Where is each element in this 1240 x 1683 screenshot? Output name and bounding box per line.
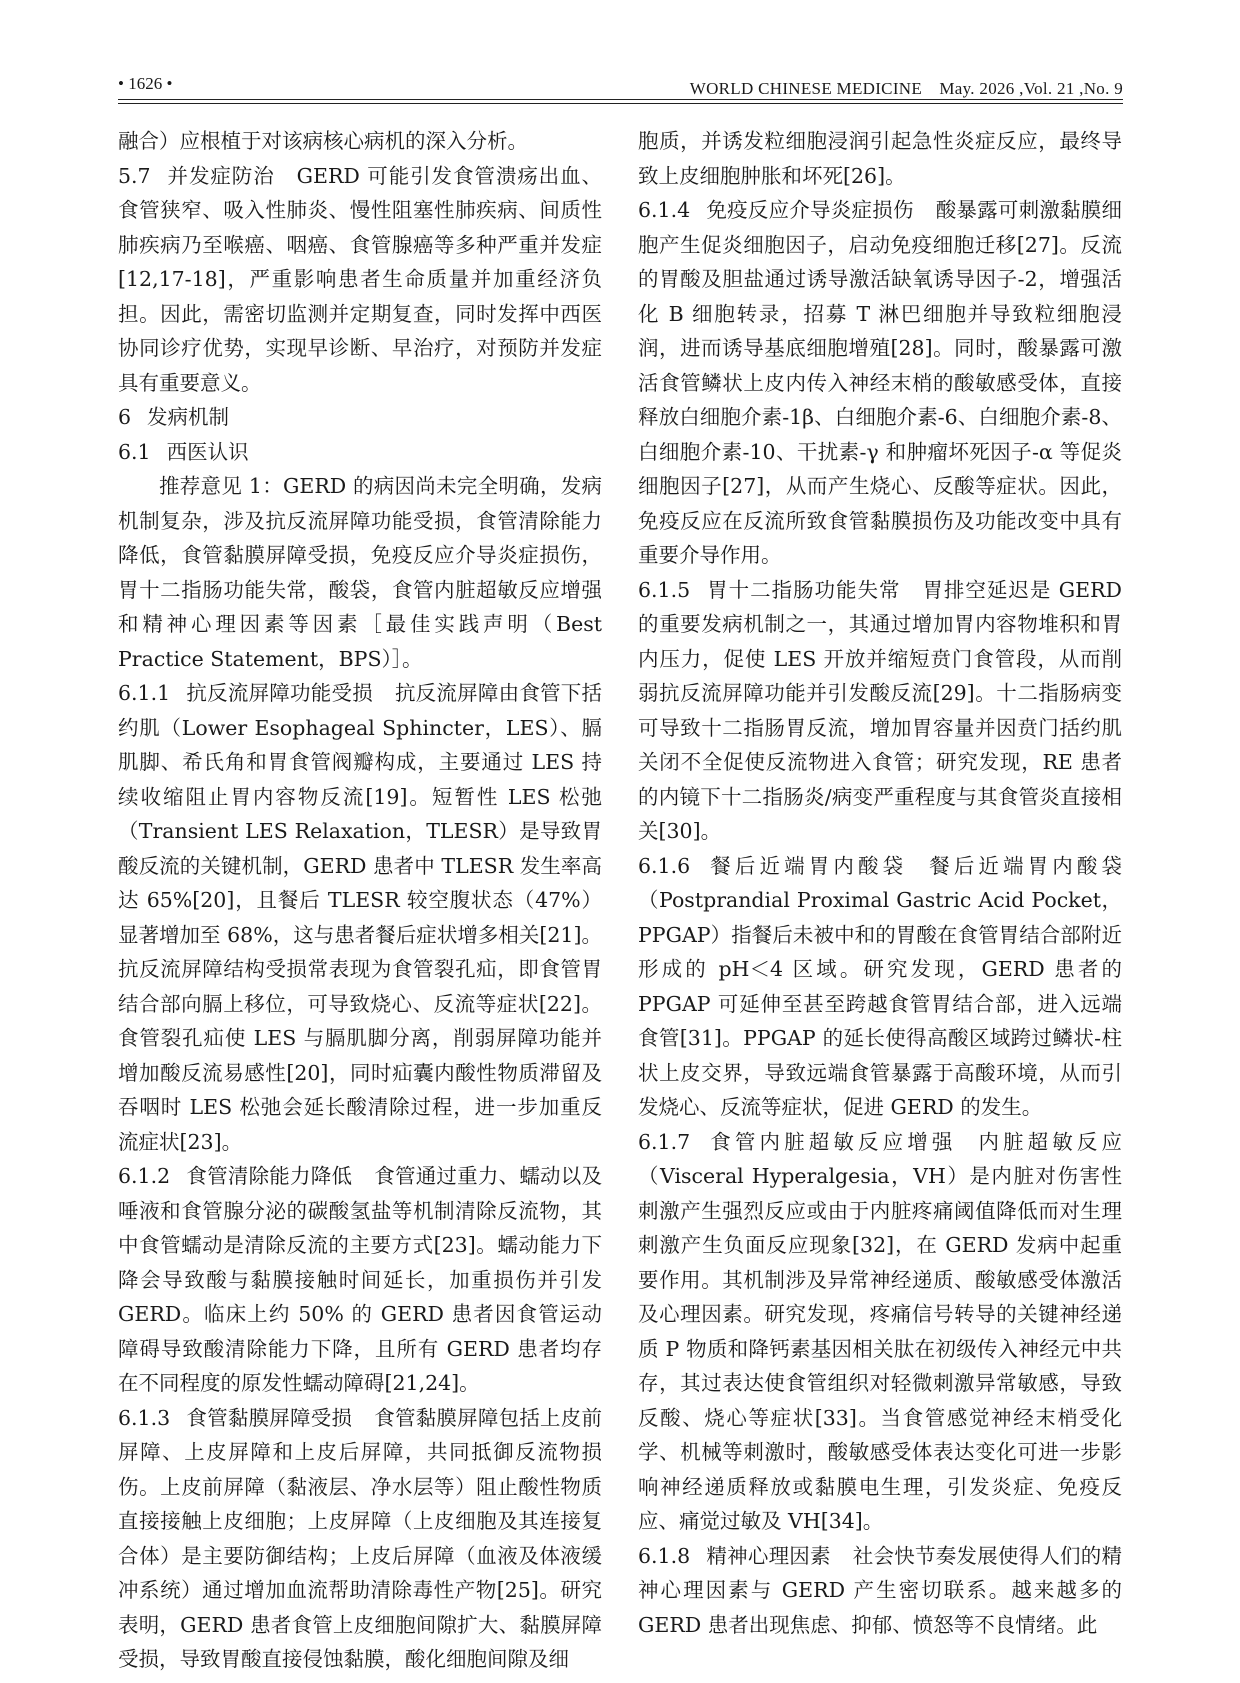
section-title: 胃十二指肠功能失常 (706, 577, 901, 602)
page-number: • 1626 • (118, 74, 173, 93)
section-6-1-2 (118, 1159, 602, 1401)
section-5-7 (118, 159, 602, 401)
section-6-1-6 (638, 849, 1122, 1125)
running-header (118, 62, 1123, 102)
section-number: 6 (118, 405, 132, 429)
section-number: 6.1.7 (638, 1129, 691, 1154)
section-number: 6.1.1 (118, 681, 171, 705)
section-number: 6.1.8 (638, 1543, 691, 1568)
section-body: 内脏超敏反应（Visceral Hyperalgesia，VH）是内脏对伤害性刺激产生强烈反应或由于内脏疼痛阈值降低而对生理刺激产生负面反应现象[32]，在 GERD 发病中起重要作用。其机制涉及异常神经递质、酸敏感受体激活及心理因素。研究发现，疼痛信号转导的关键神经递质 P 物质和降钙素基因相关肽在初级传入神经元中共存，其过表达使食管组织对轻微刺激异常敏感，导致反酸、烧心等症状[33]。当食管感觉神经末梢受化学、机械等刺激时，酸敏感受体表达变化可进一步影响神经递质释放或黏膜电生理，引发炎症、免疫反应、痛觉过敏及 VH[34]。 (638, 1129, 1123, 1533)
section-title: 抗反流屏障功能受损 (186, 681, 373, 705)
section-number: 6.1.2 (118, 1164, 171, 1188)
journal-info: WORLD CHINESE MEDICINE May. 2026 ,Vol. 21 ,No. 9 (689, 79, 1123, 98)
header-rule-thin (118, 103, 1123, 104)
section-title: 精神心理因素 (706, 1543, 831, 1568)
left-column (118, 124, 603, 1671)
section-number: 6.1 (118, 439, 151, 464)
section-6-1-4 (638, 193, 1122, 573)
section-6-heading (118, 400, 602, 435)
section-6-1-5 (638, 573, 1122, 849)
section-body: 抗反流屏障由食管下括约肌（Lower Esophageal Sphincter，LES）、膈肌脚、希氏角和胃食管阀瓣构成，主要通过 LES 持续收缩阻止胃内容物反流[19]。短暂性 LES 松弛（Transient LES Relaxation，TLESR）是导致胃酸反流的关键机制，GERD 患者中 TLESR 发生率高达 65%[20]，且餐后 TLESR 较空腹状态（47%）显著增加至 68%，这与患者餐后症状增多相关[21]。抗反流屏障结构受损常表现为食管裂孔疝，即食管胃结合部向膈上移位，可导致烧心、反流等症状[22]。食管裂孔疝使 LES 与膈肌脚分离，削弱屏障功能并增加酸反流易感性[20]，同时疝囊内酸性物质滞留及吞咽时 LES 松弛会延长酸清除过程，进一步加重反流症状[23]。 (118, 681, 603, 1154)
section-body: 社会快节奏发展使得人们的精神心理因素与 GERD 产生密切联系。越来越多的 GERD 患者出现焦虑、抑郁、愤怒等不良情绪。此 (638, 1543, 1123, 1637)
section-body: 餐后近端胃内酸袋（Postprandial Proximal Gastric Acid Pocket，PPGAP）指餐后未被中和的胃酸在食管胃结合部附近形成的 pH＜4 区域。研究发现，GERD 患者的 PPGAP 可延伸至甚至跨越食管胃结合部，进入远端食管[31]。PPGAP 的延长使得高酸区域跨过鳞状-柱状上皮交界，导致远端食管暴露于高酸环境，从而引发烧心、反流等症状，促进 GERD 的发生。 (638, 853, 1123, 1119)
paragraph-continuation: 融合）应根植于对该病核心病机的深入分析。 (118, 129, 528, 153)
paragraph-continuation: 胞质，并诱发粒细胞浸润引起急性炎症反应，最终导致上皮细胞肿胀和坏死[26]。 (638, 129, 1122, 188)
section-title: 并发症防治 (166, 163, 275, 188)
section-number: 6.1.3 (118, 1405, 171, 1430)
section-number: 6.1.6 (638, 853, 691, 878)
right-column (638, 124, 1122, 1654)
section-6-1-7 (638, 1125, 1122, 1539)
section-6-1-3 (118, 1401, 602, 1677)
section-6-1-8 (638, 1539, 1122, 1643)
section-body: 食管通过重力、蠕动以及唾液和食管腺分泌的碳酸氢盐等机制清除反流物，其中食管蠕动是清除反流的主要方式[23]。蠕动能力下降会导致酸与黏膜接触时间延长，加重损伤并引发 GERD。临床上约 50% 的 GERD 患者因食管运动障碍导致酸清除能力下降，且所有 GERD 患者均存在不同程度的原发性蠕动障碍[21,24]。 (118, 1164, 603, 1395)
section-title: 食管清除能力降低 (186, 1164, 353, 1188)
section-title: 餐后近端胃内酸袋 (706, 853, 908, 878)
section-number: 6.1.4 (638, 198, 691, 222)
section-body: 酸暴露可刺激黏膜细胞产生促炎细胞因子，启动免疫细胞迁移[27]。反流的胃酸及胆盐通过诱导激活缺氧诱导因子-2，增强活化 B 细胞转录，招募 T 淋巴细胞并导致粒细胞浸润，进而诱导基底细胞增殖[28]。同时，酸暴露可激活食管鳞状上皮内传入神经末梢的酸敏感受体，直接释放白细胞介素-1β、白细胞介素-6、白细胞介素-8、白细胞介素-10、干扰素-γ 和肿瘤坏死因子-α 等促炎细胞因子[27]，从而产生烧心、反酸等症状。因此，免疫反应在反流所致食管黏膜损伤及功能改变中具有重要介导作用。 (638, 198, 1123, 567)
recommendation-1: 推荐意见 1：GERD 的病因尚未完全明确，发病机制复杂，涉及抗反流屏障功能受损，食管清除能力降低，食管黏膜屏障受损，免疫反应介导炎症损伤，胃十二指肠功能失常，酸袋，食管内脏超敏反应增强和精神心理因素等因素［最佳实践声明（Best Practice Statement，BPS）］。 (118, 474, 602, 671)
section-number: 5.7 (118, 163, 151, 188)
section-title: 西医认识 (166, 439, 249, 464)
section-body: GERD 可能引发食管溃疡出血、食管狭窄、吸入性肺炎、慢性阻塞性肺疾病、间质性肺疾病乃至喉癌、咽癌、食管腺癌等多种严重并发症[12,17-18]，严重影响患者生命质量并加重经济负担。因此，需密切监测并定期复查，同时发挥中西医协同诊疗优势，实现早诊断、早治疗，对预防并发症具有重要意义。 (118, 163, 602, 395)
section-title: 免疫反应介导炎症损伤 (706, 198, 914, 222)
section-6-1-1 (118, 676, 602, 1159)
section-body: 胃排空延迟是 GERD 的重要发病机制之一，其通过增加胃内容物堆积和胃内压力，促使 LES 开放并缩短贲门食管段，从而削弱抗反流屏障功能并引发酸反流[29]。十二指肠病变可导致十二指肠胃反流，增加胃容量并因贲门括约肌关闭不全促使反流物进入食管；研究发现，RE 患者的内镜下十二指肠炎/病变严重程度与其食管炎直接相关[30]。 (638, 577, 1122, 843)
header-rule (118, 99, 1123, 100)
section-number: 6.1.5 (638, 577, 691, 602)
section-body: 食管黏膜屏障包括上皮前屏障、上皮屏障和上皮后屏障，共同抵御反流物损伤。上皮前屏障（黏液层、净水层等）阻止酸性物质直接接触上皮细胞；上皮屏障（上皮细胞及其连接复合体）是主要防御结构；上皮后屏障（血液及体液缓冲系统）通过增加血流帮助清除毒性产物[25]。研究表明，GERD 患者食管上皮细胞间隙扩大、黏膜屏障受损，导致胃酸直接侵蚀黏膜，酸化细胞间隙及细 (118, 1405, 603, 1671)
section-title: 食管内脏超敏反应增强 (706, 1129, 957, 1154)
section-title: 发病机制 (147, 405, 230, 429)
section-6-1-heading (118, 435, 602, 470)
section-title: 食管黏膜屏障受损 (186, 1405, 353, 1430)
